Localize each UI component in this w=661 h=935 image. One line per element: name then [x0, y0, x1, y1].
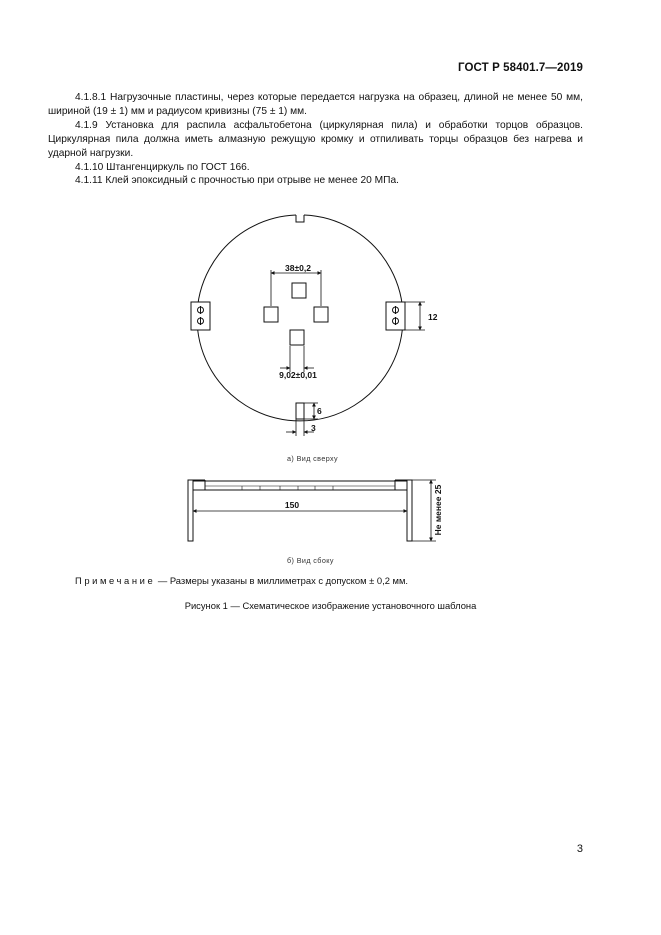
paragraph-4-1-9: 4.1.9 Установка для распила асфальтобетона (циркулярная пила) и обработки торцов образцов. Циркулярная пила должна иметь алмазную режущую кромку и отпиливать торцы образцов без нагрева и ударной нагрузки.: [48, 119, 583, 159]
square-top: [292, 283, 306, 298]
template-disc-outline: [197, 215, 403, 421]
square-right: [314, 307, 328, 322]
right-leg: [407, 480, 412, 541]
note-label: Примечание: [75, 575, 156, 586]
note-text: — Размеры указаны в миллиметрах с допуском ± 0,2 мм.: [155, 575, 409, 586]
side-view: [188, 480, 436, 541]
figure-caption: Рисунок 1 — Схематическое изображение установочного шаблона: [184, 600, 477, 611]
dim-9-02-label: 9,02±0,01: [279, 370, 317, 380]
dim-3-label: 3: [311, 423, 316, 433]
square-bottom: [290, 330, 304, 345]
bottom-slot: [296, 403, 304, 419]
paragraph-4-1-8-1: 4.1.8.1 Нагрузочные пластины, через которые передается нагрузка на образец, длиной не менее 50 мм, шириной (19 ± 1) мм и радиусом кривизны (75 ± 1) мм.: [48, 92, 583, 117]
dim-12-label: 12: [428, 312, 438, 322]
paragraph-4-1-10: 4.1.10 Штангенциркуль по ГОСТ 166.: [75, 161, 250, 173]
dim-6-label: 6: [317, 406, 322, 416]
side-view-caption: б) Вид сбоку: [287, 556, 334, 565]
top-view: [191, 215, 425, 436]
dim-height-label: Не менее 25: [433, 484, 443, 536]
top-view-caption: а) Вид сверху: [287, 454, 339, 463]
square-left: [264, 307, 278, 322]
figure-note: [75, 575, 408, 586]
left-leg: [188, 480, 193, 541]
page-number: 3: [576, 843, 583, 855]
dim-150-label: 150: [284, 500, 300, 510]
paragraph-4-1-11: 4.1.11 Клей эпоксидный с прочностью при отрыве не менее 20 МПа.: [75, 175, 399, 187]
dim-38-label: 38±0,2: [285, 263, 311, 273]
top-slot: [296, 215, 304, 222]
document-header: ГОСТ Р 58401.7—2019: [458, 62, 583, 74]
